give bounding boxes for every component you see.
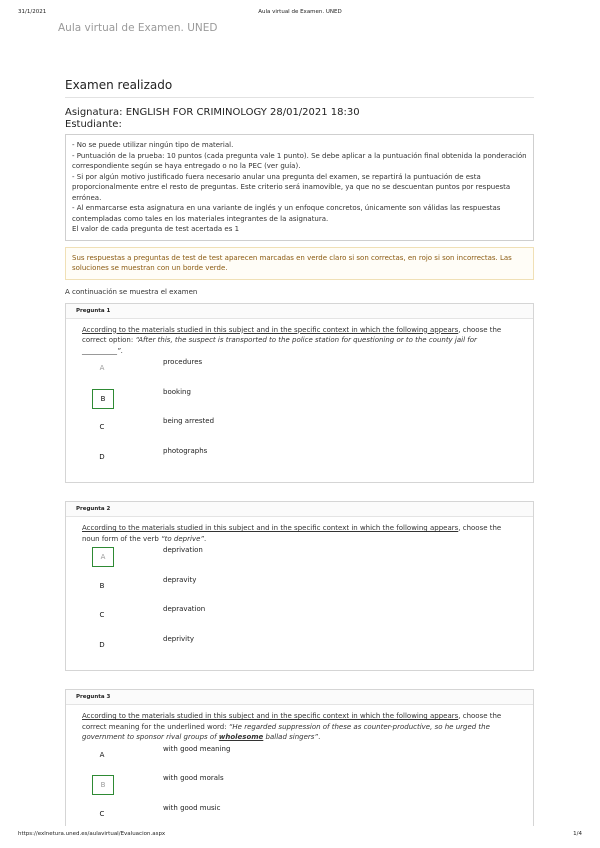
question-lead: According to the materials studied in this subject and in the specific context in which the following appears [82, 524, 459, 532]
underlined-word: wholesome [218, 733, 264, 741]
question-quote: “to deprive” [161, 534, 205, 543]
option-letter[interactable]: C [99, 611, 105, 619]
option-letter[interactable]: A [99, 750, 105, 759]
option-text: depravation [163, 605, 206, 613]
option-letter[interactable]: C [99, 423, 105, 431]
question-card-3 [65, 689, 534, 826]
question-tail: . [204, 534, 207, 543]
answer-option[interactable] [82, 772, 517, 802]
option-text: being arrested [163, 417, 215, 425]
exam-content [65, 78, 534, 826]
rule-item: - No se puede utilizar ningún tipo de material. [72, 141, 234, 149]
answer-option[interactable] [82, 743, 517, 773]
answer-option[interactable] [82, 415, 517, 445]
option-letter[interactable]: D [99, 640, 105, 649]
option-letter-correct[interactable]: B [92, 389, 114, 409]
question-text [82, 523, 517, 544]
option-text: procedures [163, 358, 203, 366]
option-text: deprivity [163, 634, 194, 643]
answer-option[interactable] [82, 445, 517, 475]
site-title[interactable]: Aula virtual de Examen. UNED [58, 22, 218, 34]
option-letter-correct[interactable]: A [92, 547, 114, 567]
question-lead: According to the materials studied in this subject and in the specific context in which the following appears [82, 712, 459, 720]
results-notice: Sus respuestas a preguntas de test de test aparecen marcadas en verde claro si son correctas, en rojo si son incorrectas. Las soluciones se muestran con un borde verde. [65, 247, 534, 280]
question-mid: , choose the correct meaning for the underlined word: [82, 712, 502, 731]
question-tail: . [120, 346, 123, 355]
option-text: with good music [163, 803, 221, 812]
option-text: with good meaning [163, 744, 231, 753]
page-title: Examen realizado [65, 78, 534, 98]
answer-option[interactable] [82, 802, 517, 827]
option-letter[interactable]: D [99, 452, 105, 461]
question-tail: . [318, 733, 321, 741]
answer-option[interactable] [82, 603, 517, 633]
option-text: with good morals [163, 774, 224, 782]
question-label: Pregunta 3 [66, 690, 533, 705]
option-text: depravity [163, 575, 197, 584]
print-header-title: Aula virtual de Examen. UNED [258, 9, 342, 15]
answer-option[interactable] [82, 574, 517, 604]
answer-option[interactable] [82, 386, 517, 416]
student-line: Estudiante: [65, 119, 122, 130]
question-card-1 [65, 303, 534, 484]
subject-line: Asignatura: ENGLISH FOR CRIMINOLOGY 28/01/2021 18:30 [65, 107, 360, 118]
option-letter[interactable]: B [99, 581, 105, 590]
option-letter[interactable]: C [99, 809, 105, 818]
question-label: Pregunta 2 [66, 502, 533, 517]
option-letter-correct[interactable]: B [92, 775, 114, 795]
rule-item: - Puntuación de la prueba: 10 puntos (cada pregunta vale 1 punto). Se debe aplicar a la puntuación final obtenida la ponderación correspondiente según se haya entregado o no la PEC (ver guía). [72, 151, 527, 170]
option-letter[interactable]: A [99, 364, 105, 372]
question-card-2 [65, 501, 534, 671]
rule-item: - Al enmarcarse esta asignatura en una variante de inglés y un enfoque concretos, únicamente son válidas las respuestas contempladas como tales en los materiales integrantes de la asignatura. [72, 204, 501, 223]
question-text [82, 711, 517, 743]
answer-option[interactable] [82, 633, 517, 663]
answer-option[interactable] [82, 356, 517, 386]
question-lead: According to the materials studied in this subject and in the specific context in which the following appears [82, 325, 459, 334]
option-text: deprivation [163, 546, 203, 554]
question-quote: “He regarded suppression of these as counter-productive, so he urged the government to sponsor rival groups of wholesome ballad singers” [82, 722, 490, 741]
question-mid: , choose the noun form of the verb [82, 524, 502, 543]
print-footer-url: https://exlnetura.uned.es/aulavirtual/Evaluacion.aspx [18, 831, 166, 837]
rule-item: El valor de cada pregunta de test acertada es 1 [72, 225, 240, 233]
option-text: booking [163, 387, 191, 396]
print-header-date: 31/1/2021 [18, 9, 47, 15]
question-label: Pregunta 1 [66, 304, 533, 319]
rule-item: - Si por algún motivo justificado fuera necesario anular una pregunta del examen, se repartirá la puntuación de esta proporcionalmente entre el resto de preguntas. Este criterio será inamovible, ya que no se descuentan puntos por respuesta errónea. [72, 172, 511, 202]
question-quote: “After this, the suspect is transported to the police station for questioning or to the county jail for __________” [82, 336, 477, 355]
answer-option[interactable] [82, 544, 517, 574]
rules-box [65, 134, 534, 241]
option-text: photographs [163, 446, 208, 455]
question-text [82, 325, 517, 357]
question-mid: , choose the correct option: [82, 325, 502, 344]
intro-text: A continuación se muestra el examen [65, 287, 198, 296]
print-footer-page: 1/4 [573, 831, 582, 837]
